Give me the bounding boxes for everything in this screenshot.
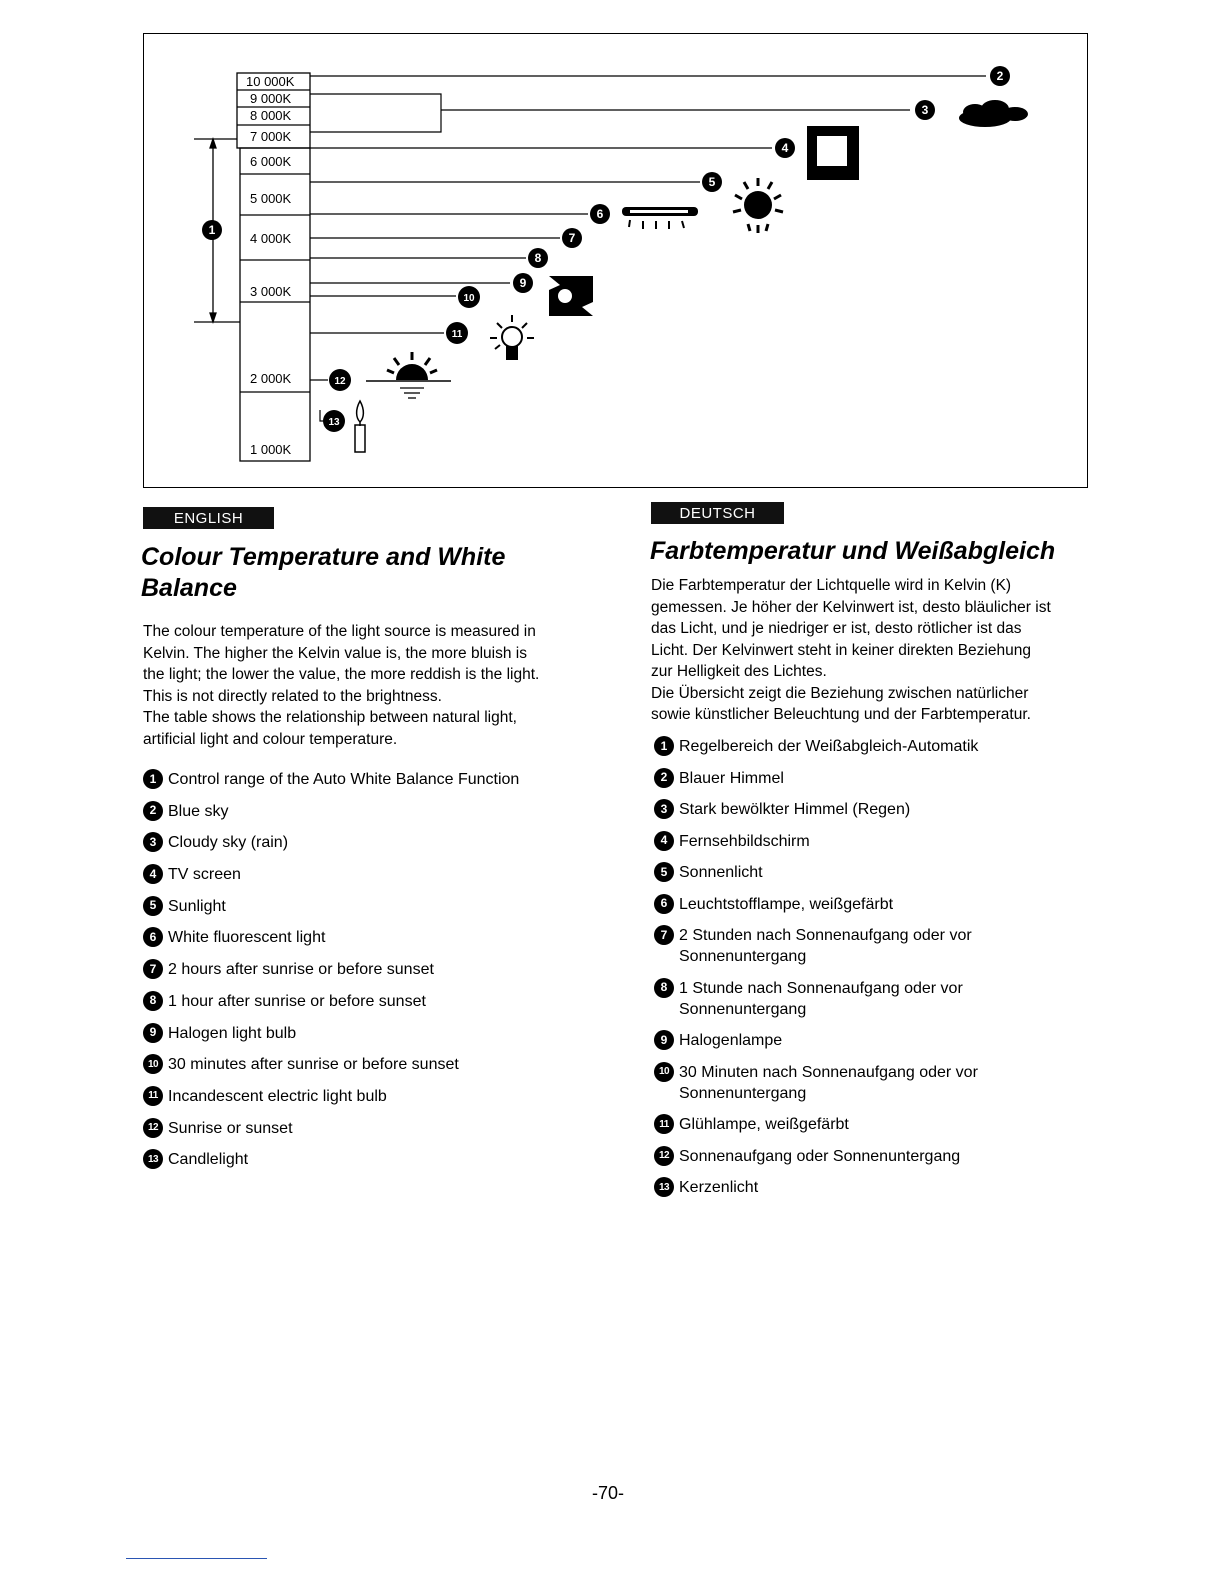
deutsch-intro <box>651 575 1101 726</box>
number-badge-icon: 7 <box>143 959 163 979</box>
legend-text-line: 1 hour after sunrise or before sunset <box>168 992 426 1010</box>
callout-10 <box>458 286 480 308</box>
legend-text <box>168 991 426 1012</box>
callout-9 <box>513 273 533 293</box>
legend-text <box>679 831 810 852</box>
deutsch-intro-line: Die Farbtemperatur der Lichtquelle wird in Kelvin (K) <box>651 577 1012 594</box>
legend-item <box>143 1086 603 1107</box>
fluorescent-lamp-icon <box>622 207 698 229</box>
legend-item <box>143 832 603 853</box>
callout-2 <box>990 66 1010 86</box>
callout-13 <box>323 410 345 432</box>
legend-text <box>679 768 784 789</box>
callout-8 <box>528 248 548 268</box>
legend-text <box>168 1118 293 1139</box>
legend-item <box>654 736 1114 757</box>
number-badge-icon: 1 <box>143 769 163 789</box>
number-badge-icon: 2 <box>143 801 163 821</box>
callout-6 <box>590 204 610 224</box>
legend-text-line: Kerzenlicht <box>679 1179 759 1196</box>
kelvin-label: 2 000K <box>250 371 292 386</box>
legend-text-line: Leuchtstofflampe, weißgefärbt <box>679 895 894 913</box>
number-badge-icon: 12 <box>143 1118 163 1138</box>
english-title <box>141 542 561 604</box>
legend-text-line: 1 Stunde nach Sonnenaufgang oder vor <box>679 979 963 997</box>
number-badge-icon: 1 <box>654 736 674 756</box>
callout-markers <box>202 66 1010 432</box>
legend-text <box>168 1149 248 1170</box>
number-badge-icon: 9 <box>143 1023 163 1043</box>
deutsch-intro-line: gemessen. Je höher der Kelvinwert ist, desto bläulicher ist <box>651 598 1051 616</box>
svg-text:3: 3 <box>921 103 929 117</box>
number-badge-icon: 3 <box>654 799 674 819</box>
legend-text-line: Sonnenaufgang oder Sonnenuntergang <box>679 1147 961 1165</box>
svg-text:4: 4 <box>781 141 789 155</box>
legend-item <box>654 862 1114 883</box>
legend-text <box>168 1054 459 1075</box>
number-badge-icon: 4 <box>654 831 674 851</box>
legend-text-line: Sonnenuntergang <box>679 1000 807 1018</box>
legend-text <box>679 1146 960 1167</box>
legend-text <box>679 799 910 820</box>
legend-item <box>143 1054 603 1075</box>
legend-item <box>143 1149 603 1170</box>
legend-text <box>679 1062 978 1104</box>
legend-item <box>143 959 603 980</box>
legend-text <box>168 1023 296 1044</box>
number-badge-icon: 13 <box>654 1177 674 1197</box>
legend-item <box>654 1062 1114 1104</box>
svg-text:9: 9 <box>519 276 527 290</box>
number-badge-icon: 11 <box>143 1086 163 1106</box>
legend-text <box>168 832 288 853</box>
legend-text-line: Halogenlampe <box>679 1032 783 1049</box>
svg-text:7: 7 <box>568 231 576 245</box>
svg-text:5: 5 <box>708 175 716 189</box>
number-badge-icon: 8 <box>143 991 163 1011</box>
callout-7 <box>562 228 582 248</box>
english-intro-line: The table shows the relationship between natural light, <box>143 709 517 726</box>
kelvin-label: 9 000K <box>250 91 292 106</box>
legend-text-line: Sonnenlicht <box>679 864 763 881</box>
footer-rule <box>126 1558 267 1559</box>
legend-text-line: Fernsehbildschirm <box>679 832 810 850</box>
kelvin-label: 7 000K <box>250 129 292 144</box>
legend-text <box>168 959 434 980</box>
svg-text:6: 6 <box>596 207 604 221</box>
legend-item <box>143 769 603 790</box>
deutsch-intro-line: zur Helligkeit des Lichtes. <box>651 663 827 680</box>
legend-text-line: Sunlight <box>168 897 226 915</box>
callout-3 <box>915 100 935 120</box>
english-intro-line: artificial light and colour temperature. <box>143 730 398 748</box>
number-badge-icon: 6 <box>143 927 163 947</box>
language-badge-english: ENGLISH <box>143 507 274 529</box>
kelvin-label: 1 000K <box>250 442 292 457</box>
svg-text:10: 10 <box>463 293 475 304</box>
number-badge-icon: 6 <box>654 894 674 914</box>
legend-text <box>168 1086 387 1107</box>
light-bulb-icon <box>490 315 534 360</box>
number-badge-icon: 10 <box>654 1062 674 1082</box>
number-badge-icon: 12 <box>654 1146 674 1166</box>
legend-item <box>654 1177 1114 1198</box>
legend-text <box>679 978 963 1020</box>
number-badge-icon: 11 <box>654 1114 674 1134</box>
sunrise-sunset-icon <box>366 352 451 398</box>
callout-11 <box>446 322 468 344</box>
legend-text-line: Blauer Himmel <box>679 769 784 787</box>
number-badge-icon: 10 <box>143 1054 163 1074</box>
deutsch-legend-list <box>654 736 1114 1209</box>
legend-text-line: Control range of the Auto White Balance Function <box>168 771 520 788</box>
legend-text <box>168 801 228 822</box>
legend-text <box>168 927 325 948</box>
legend-text-line: 30 minutes after sunrise or before sunset <box>168 1056 459 1074</box>
callout-5 <box>702 172 722 192</box>
colour-temperature-diagram <box>0 0 1224 500</box>
kelvin-label: 3 000K <box>250 284 292 299</box>
legend-text <box>679 1030 782 1051</box>
legend-item <box>143 801 603 822</box>
legend-text-line: White fluorescent light <box>168 929 326 947</box>
deutsch-intro-line: sowie künstlicher Beleuchtung und der Farbtemperatur. <box>651 706 1031 723</box>
legend-item <box>654 1030 1114 1051</box>
number-badge-icon: 8 <box>654 978 674 998</box>
legend-item <box>654 925 1114 967</box>
legend-text-line: Stark bewölkter Himmel (Regen) <box>679 801 911 818</box>
legend-text-line: Incandescent electric light bulb <box>168 1087 387 1105</box>
legend-item <box>654 831 1114 852</box>
english-intro-line: the light; the lower the value, the more reddish is the light. <box>143 666 540 683</box>
number-badge-icon: 9 <box>654 1030 674 1050</box>
deutsch-intro-line: das Licht, und je niedriger er ist, desto rötlicher ist das <box>651 620 1022 637</box>
svg-text:1: 1 <box>208 223 216 237</box>
page-number: -70- <box>592 1483 625 1503</box>
english-intro-line: The colour temperature of the light source is measured in <box>143 623 536 640</box>
svg-text:12: 12 <box>334 376 346 387</box>
kelvin-labels <box>246 74 295 457</box>
deutsch-intro-line: Die Übersicht zeigt die Beziehung zwischen natürlicher <box>651 684 1029 702</box>
legend-item <box>143 927 603 948</box>
legend-text <box>679 925 972 967</box>
sun-icon <box>733 178 783 233</box>
legend-text <box>679 1114 849 1135</box>
legend-text-line: Regelbereich der Weißabgleich-Automatik <box>679 738 979 755</box>
svg-text:11: 11 <box>451 329 463 340</box>
legend-text <box>168 896 226 917</box>
number-badge-icon: 7 <box>654 925 674 945</box>
legend-text <box>168 864 241 885</box>
legend-text-line: Sunrise or sunset <box>168 1119 293 1137</box>
number-badge-icon: 2 <box>654 768 674 788</box>
legend-text-line: 2 hours after sunrise or before sunset <box>168 961 434 979</box>
kelvin-label: 10 000K <box>246 74 295 89</box>
legend-item <box>143 1118 603 1139</box>
kelvin-label: 6 000K <box>250 154 292 169</box>
svg-text:8: 8 <box>534 251 542 265</box>
legend-text-line: 30 Minuten nach Sonnenaufgang oder vor <box>679 1063 978 1081</box>
number-badge-icon: 5 <box>654 862 674 882</box>
legend-item <box>654 768 1114 789</box>
callout-12 <box>329 369 351 391</box>
kelvin-label: 8 000K <box>250 108 292 123</box>
legend-text-line: 2 Stunden nach Sonnenaufgang oder vor <box>679 927 972 944</box>
legend-text <box>168 769 519 790</box>
legend-text <box>679 1177 758 1198</box>
legend-item <box>654 1146 1114 1167</box>
legend-item <box>143 896 603 917</box>
legend-item <box>143 991 603 1012</box>
cloud-rain-icon <box>959 100 1028 127</box>
legend-text-line: Sonnenuntergang <box>679 948 807 965</box>
kelvin-label: 5 000K <box>250 191 292 206</box>
number-badge-icon: 4 <box>143 864 163 884</box>
language-badge-deutsch: DEUTSCH <box>651 502 784 524</box>
legend-text-line: TV screen <box>168 866 241 884</box>
legend-item <box>654 978 1114 1020</box>
legend-text <box>679 736 978 757</box>
english-intro <box>143 621 583 750</box>
english-title-line: Colour Temperature and White <box>141 543 506 571</box>
tv-screen-icon <box>807 126 859 180</box>
english-intro-line: Kelvin. The higher the Kelvin value is, the more bluish is <box>143 644 527 662</box>
english-legend-list <box>143 769 603 1181</box>
svg-text:13: 13 <box>328 417 340 428</box>
halogen-lamp-icon <box>549 276 593 316</box>
callout-1 <box>202 220 222 240</box>
english-intro-line: This is not directly related to the brightness. <box>143 687 442 705</box>
svg-text:2: 2 <box>996 69 1004 83</box>
english-title-line: Balance <box>141 574 237 602</box>
legend-text-line: Candlelight <box>168 1151 249 1169</box>
deutsch-title: Farbtemperatur und Weißabgleich <box>650 537 1056 565</box>
legend-text-line: Sonnenuntergang <box>679 1084 807 1102</box>
legend-text-line: Glühlampe, weißgefärbt <box>679 1116 849 1133</box>
legend-item <box>143 1023 603 1044</box>
legend-text <box>679 894 893 915</box>
number-badge-icon: 3 <box>143 832 163 852</box>
candle-icon <box>355 401 365 452</box>
legend-item <box>654 894 1114 915</box>
legend-item <box>654 1114 1114 1135</box>
kelvin-label: 4 000K <box>250 231 292 246</box>
number-badge-icon: 13 <box>143 1149 163 1169</box>
legend-text-line: Halogen light bulb <box>168 1024 297 1042</box>
legend-text <box>679 862 763 883</box>
legend-text-line: Cloudy sky (rain) <box>168 834 289 852</box>
legend-item <box>143 864 603 885</box>
legend-text-line: Blue sky <box>168 802 229 820</box>
deutsch-intro-line: Licht. Der Kelvinwert steht in keiner direkten Beziehung <box>651 641 1031 659</box>
callout-4 <box>775 138 795 158</box>
number-badge-icon: 5 <box>143 896 163 916</box>
legend-item <box>654 799 1114 820</box>
